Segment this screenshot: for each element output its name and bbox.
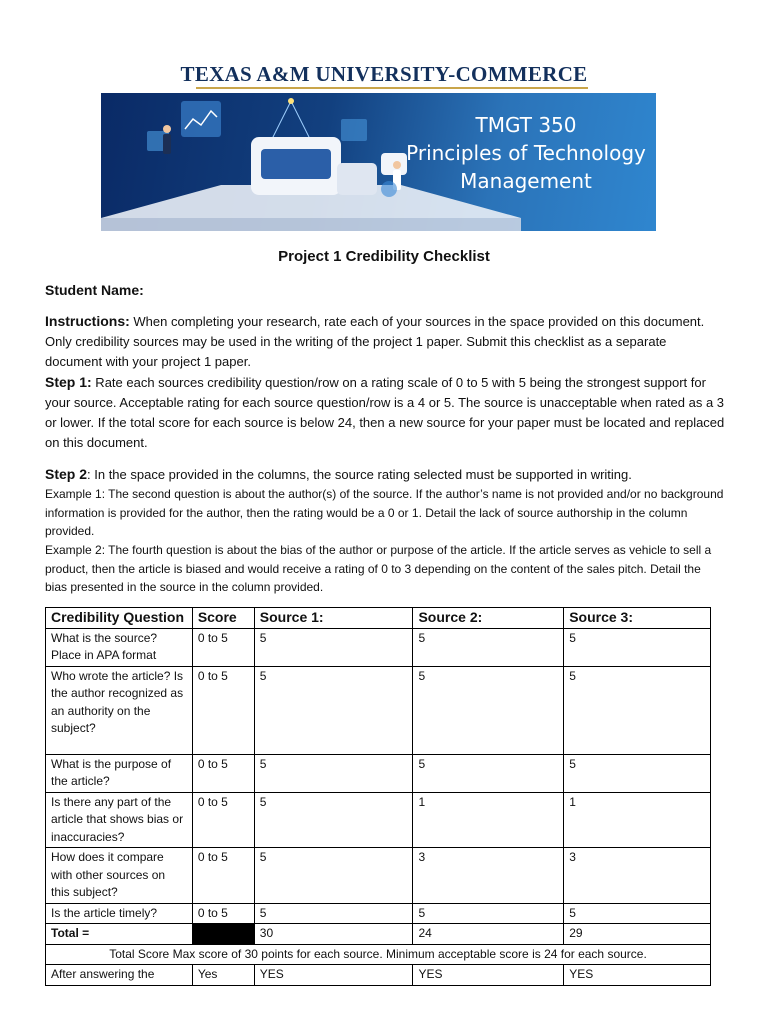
chart-panel — [181, 101, 221, 137]
header-score: Score — [192, 608, 254, 629]
table-row — [46, 666, 711, 754]
table-row — [46, 628, 711, 666]
node — [288, 98, 294, 104]
course-banner — [101, 93, 656, 231]
step1-text: Rate each sources credibility question/row on a rating scale of 0 to 5 with 5 being the strongest support for your source. Acceptable rating for each source question/row is a 4 or 5. The source is unacceptable when rated as a 3 or lower. If the total score for each source is below 24, then a new source for your paper must be located and replaced on this document. — [45, 375, 725, 450]
person-head — [163, 125, 171, 133]
total-source3[interactable]: 29 — [564, 924, 711, 945]
title-rule — [196, 87, 588, 89]
total-source1[interactable]: 30 — [254, 924, 413, 945]
source1-cell[interactable]: 5 — [254, 792, 413, 848]
question-cell: Is the article timely? — [46, 903, 193, 924]
source2-cell[interactable]: 3 — [413, 848, 564, 904]
source1-cell[interactable]: 5 — [254, 754, 413, 792]
course-name-line2: Management — [460, 169, 592, 193]
source3-cell[interactable]: YES — [564, 965, 711, 986]
source3-cell[interactable]: 1 — [564, 792, 711, 848]
source3-cell[interactable]: 5 — [564, 628, 711, 666]
step2-text: : In the space provided in the columns, the source rating selected must be supported in writing. — [87, 467, 632, 482]
data-panel — [341, 119, 367, 141]
total-source2[interactable]: 24 — [413, 924, 564, 945]
total-row — [46, 924, 711, 945]
header-credibility-question: Credibility Question — [46, 608, 193, 629]
total-score-blank — [192, 924, 254, 945]
machine-module — [337, 163, 377, 195]
source1-cell[interactable]: YES — [254, 965, 413, 986]
source2-cell[interactable]: 5 — [413, 754, 564, 792]
person-head — [393, 161, 401, 169]
step1-label: Step 1: — [45, 374, 92, 390]
header-source-3: Source 3: — [564, 608, 711, 629]
source2-cell[interactable]: 5 — [413, 903, 564, 924]
score-cell: 0 to 5 — [192, 848, 254, 904]
source2-cell[interactable]: 5 — [413, 628, 564, 666]
course-name-line1: Principles of Technology — [406, 141, 646, 165]
source3-cell[interactable]: 5 — [564, 903, 711, 924]
example1-text: Example 1: The second question is about the author(s) of the source. If the author’s name is not provided and/or no background information is provided for the author, then the rating would be a 0 or 1. Detail the lack of source authorship in the column provided. — [45, 487, 724, 538]
table-row — [46, 965, 711, 986]
course-code: TMGT 350 — [475, 113, 577, 137]
university-title: TEXAS A&M UNIVERSITY-COMMERCE — [180, 62, 588, 86]
source3-cell[interactable]: 5 — [564, 754, 711, 792]
score-cell: 0 to 5 — [192, 754, 254, 792]
question-cell: After answering the — [46, 965, 193, 986]
source1-cell[interactable]: 5 — [254, 628, 413, 666]
instructions-paragraph — [45, 311, 725, 372]
document-title: Project 1 Credibility Checklist — [278, 248, 490, 265]
table-row — [46, 792, 711, 848]
score-cell: Yes — [192, 965, 254, 986]
source2-cell[interactable]: 5 — [413, 666, 564, 754]
conveyor-side — [101, 218, 521, 231]
note-row — [46, 944, 711, 965]
question-cell: Who wrote the article? Is the author recognized as an authority on the subject? — [46, 666, 193, 754]
course-title — [401, 111, 651, 195]
total-label: Total = — [46, 924, 193, 945]
score-cell: 0 to 5 — [192, 903, 254, 924]
table-row — [46, 903, 711, 924]
source1-cell[interactable]: 5 — [254, 666, 413, 754]
score-cell: 0 to 5 — [192, 666, 254, 754]
example2-text: Example 2: The fourth question is about the bias of the author or purpose of the article. If the article serves as vehicle to sell a product, then the article is biased and would receive a rating of 0 to 3 depending on the content of the sales pitch. Detail the bias presented in the source in the column provided. — [45, 543, 712, 594]
table-row — [46, 754, 711, 792]
student-name-label: Student Name: — [45, 282, 144, 298]
source1-cell[interactable]: 5 — [254, 848, 413, 904]
question-cell: What is the purpose of the article? — [46, 754, 193, 792]
score-cell: 0 to 5 — [192, 792, 254, 848]
node-bubble — [381, 181, 397, 197]
question-cell: What is the source? Place in APA format — [46, 628, 193, 666]
header-source-1: Source 1: — [254, 608, 413, 629]
step2-label: Step 2 — [45, 466, 88, 482]
step2-paragraph — [45, 464, 725, 485]
source1-cell[interactable]: 5 — [254, 903, 413, 924]
machine-window — [261, 149, 331, 179]
source3-cell[interactable]: 5 — [564, 666, 711, 754]
question-cell: Is there any part of the article that shows bias or inaccuracies? — [46, 792, 193, 848]
step1-paragraph — [45, 372, 725, 453]
score-cell: 0 to 5 — [192, 628, 254, 666]
person-body — [163, 134, 171, 154]
header-source-2: Source 2: — [413, 608, 564, 629]
source2-cell[interactable]: YES — [413, 965, 564, 986]
table-header-row — [46, 608, 711, 629]
instructions-text: When completing your research, rate each of your sources in the space provided on this document. Only credibility sources may be used in the writing of the project 1 paper. Submit this checklist as a separate document with your project 1 paper. — [45, 314, 705, 369]
table-row — [46, 848, 711, 904]
source3-cell[interactable]: 3 — [564, 848, 711, 904]
credibility-table — [45, 607, 711, 986]
instructions-label: Instructions: — [45, 313, 130, 329]
question-cell: How does it compare with other sources on this subject? — [46, 848, 193, 904]
source2-cell[interactable]: 1 — [413, 792, 564, 848]
score-note: Total Score Max score of 30 points for each source. Minimum acceptable score is 24 for each source. — [46, 944, 711, 965]
